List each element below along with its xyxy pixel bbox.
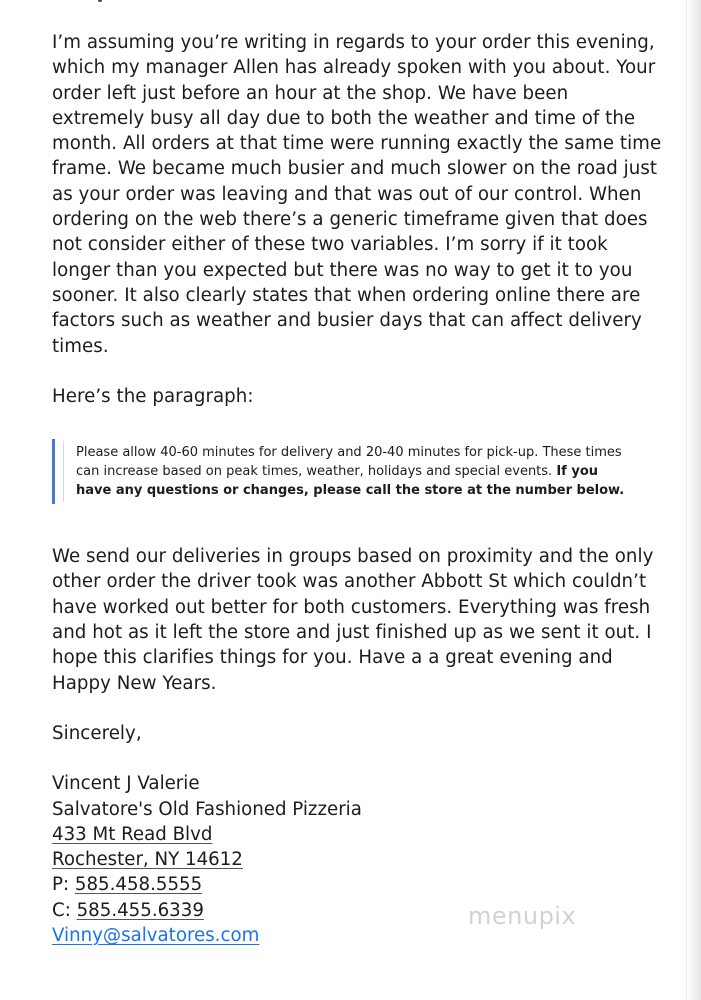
quoted-policy-text xyxy=(76,443,636,500)
paragraph-deliveries: We send our deliveries in groups based on proximity and the only other order the driver took was another Abbott St which couldn’t have worked out better for both customers. Everything was fresh and hot as it left the store and just finished up as we sent it out. I hope this clarifies things for you. Have a a great evening and Happy New Years. xyxy=(52,546,654,694)
address-line2-link[interactable]: Rochester, NY 14612 xyxy=(52,849,243,871)
quoted-policy-block xyxy=(52,439,636,504)
phone-link[interactable]: 585.458.5555 xyxy=(74,874,203,896)
quote-bar xyxy=(52,439,55,504)
address-line1-link[interactable]: 433 Mt Read Blvd xyxy=(52,823,213,845)
cell-link[interactable]: 585.455.6339 xyxy=(76,899,204,921)
cell-prefix: C: xyxy=(52,899,77,921)
paragraph-explanation: I’m assuming you’re writing in regards to your order this evening, which my manager Allen has already spoken with you about. Your order left just before an hour at the shop. We have been extremely busy all day due to both the weather and time of the month. All orders at that time were running exactly the same time frame. We became much busier and much slower on the road just as your order was leaving and that was out of our control. When ordering on the web there’s a generic timeframe given that does not consider either of these two variables. I’m sorry if it took longer than you expected but there was no way to get it to you sooner. It also clearly states that when ordering online there are factors such as weather and busier days that can affect delivery times. xyxy=(52,32,662,357)
signature-address-line1[interactable] xyxy=(52,822,662,847)
watermark-logo: menupix xyxy=(468,902,577,930)
paragraph-intro-quote: Here’s the paragraph: xyxy=(52,385,254,407)
signature-name: Vincent J Valerie xyxy=(52,773,200,795)
signature-phone xyxy=(52,872,662,897)
quoted-policy-bold: If you have any questions or changes, please call the store at the number below. xyxy=(76,464,625,499)
scroll-artifact xyxy=(98,0,102,2)
email-body xyxy=(52,30,662,948)
quoted-policy-regular: Please allow 40-60 minutes for delivery and 20-40 minutes for pick-up. These times can increase based on peak times, weather, holidays and special events. xyxy=(76,445,622,480)
phone-prefix: P: xyxy=(52,874,75,896)
quote-bar-inner xyxy=(63,441,64,502)
signature-business: Salvatore's Old Fashioned Pizzeria xyxy=(52,798,362,820)
page-edge-shadow xyxy=(686,0,701,1000)
closing-line: Sincerely, xyxy=(52,722,142,744)
email-link[interactable]: Vinny@salvatores.com xyxy=(52,925,260,947)
signature-address-line2[interactable] xyxy=(52,847,662,872)
